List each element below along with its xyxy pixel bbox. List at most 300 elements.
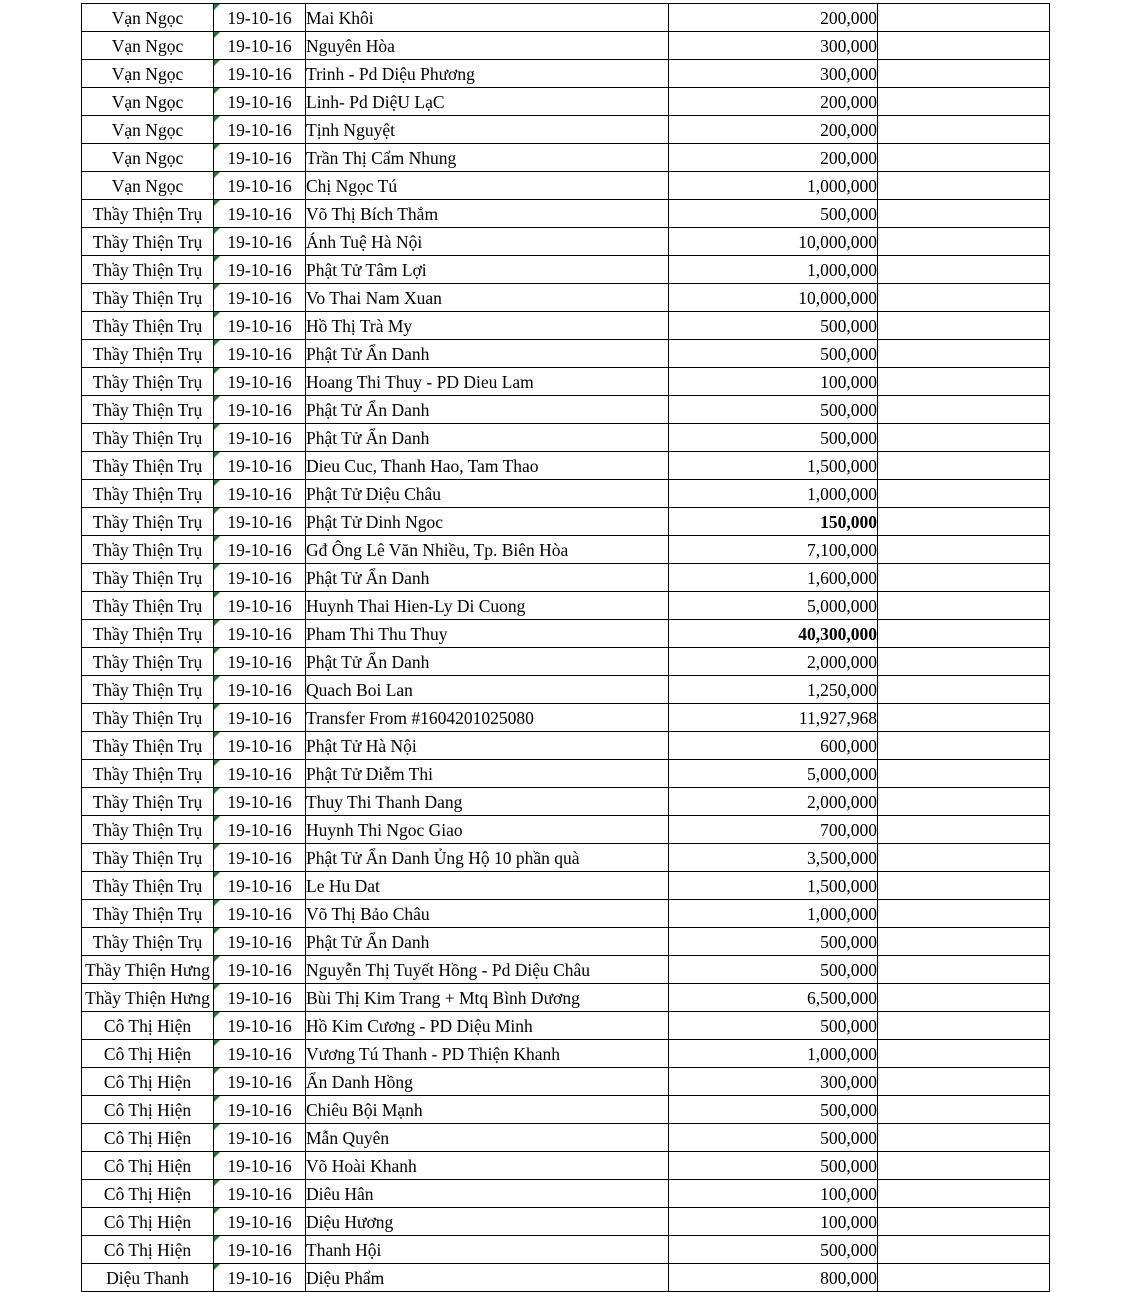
cell-amount[interactable]: 600,000 (669, 732, 878, 760)
cell-empty[interactable] (878, 340, 1050, 368)
cell-date[interactable] (214, 1096, 306, 1124)
table-row (82, 1012, 1050, 1040)
cell-donor[interactable]: Hoang Thi Thuy - PD Dieu Lam (306, 368, 669, 396)
cell-empty[interactable] (878, 900, 1050, 928)
cell-date[interactable] (214, 60, 306, 88)
date-text: 19-10-16 (227, 399, 292, 420)
cell-date[interactable] (214, 704, 306, 732)
cell-date[interactable] (214, 1152, 306, 1180)
error-flag-icon (214, 1236, 220, 1242)
table-row (82, 592, 1050, 620)
table-row (82, 452, 1050, 480)
cell-empty[interactable] (878, 1236, 1050, 1264)
cell-donor[interactable]: Gđ Ông Lê Văn Nhiều, Tp. Biên Hòa (306, 536, 669, 564)
error-flag-icon (214, 788, 220, 794)
cell-amount[interactable]: 100,000 (669, 368, 878, 396)
error-flag-icon (214, 1152, 220, 1158)
date-text: 19-10-16 (227, 231, 292, 252)
cell-empty[interactable] (878, 508, 1050, 536)
error-flag-icon (214, 1012, 220, 1018)
cell-date[interactable] (214, 816, 306, 844)
cell-empty[interactable] (878, 676, 1050, 704)
table-row (82, 200, 1050, 228)
cell-date[interactable] (214, 32, 306, 60)
cell-amount[interactable]: 1,500,000 (669, 872, 878, 900)
cell-donor[interactable]: Phật Tử Ẩn Danh (306, 648, 669, 676)
cell-group[interactable]: Cô Thị Hiện (82, 1124, 214, 1152)
cell-group[interactable]: Thầy Thiện Trụ (82, 256, 214, 284)
cell-date[interactable] (214, 284, 306, 312)
cell-donor[interactable]: Nguyên Hòa (306, 32, 669, 60)
cell-group[interactable]: Thầy Thiện Trụ (82, 928, 214, 956)
cell-amount[interactable]: 1,000,000 (669, 1040, 878, 1068)
error-flag-icon (214, 732, 220, 738)
cell-date[interactable] (214, 480, 306, 508)
cell-group[interactable]: Thầy Thiện Trụ (82, 480, 214, 508)
cell-date[interactable] (214, 536, 306, 564)
table-row (82, 900, 1050, 928)
cell-date[interactable] (214, 312, 306, 340)
cell-donor[interactable]: Mẫn Quyên (306, 1124, 669, 1152)
error-flag-icon (214, 368, 220, 374)
date-text: 19-10-16 (227, 567, 292, 588)
cell-amount[interactable]: 200,000 (669, 144, 878, 172)
table-row (82, 984, 1050, 1012)
cell-donor[interactable]: Chiêu Bội Mạnh (306, 1096, 669, 1124)
error-flag-icon (214, 1096, 220, 1102)
cell-amount[interactable]: 200,000 (669, 116, 878, 144)
cell-donor[interactable]: Phật Tử Hà Nội (306, 732, 669, 760)
cell-empty[interactable] (878, 760, 1050, 788)
cell-empty[interactable] (878, 228, 1050, 256)
cell-group[interactable]: Thầy Thiện Trụ (82, 452, 214, 480)
cell-amount[interactable]: 300,000 (669, 1068, 878, 1096)
cell-donor[interactable]: Thuy Thi Thanh Dang (306, 788, 669, 816)
cell-amount[interactable]: 500,000 (669, 424, 878, 452)
cell-donor[interactable]: Diệu Phẩm (306, 1264, 669, 1292)
cell-donor[interactable]: Võ Thị Bích Thắm (306, 200, 669, 228)
date-text: 19-10-16 (227, 903, 292, 924)
cell-empty[interactable] (878, 396, 1050, 424)
error-flag-icon (214, 508, 220, 514)
cell-amount[interactable]: 2,000,000 (669, 788, 878, 816)
cell-group[interactable]: Thầy Thiện Trụ (82, 816, 214, 844)
cell-empty[interactable] (878, 32, 1050, 60)
cell-date[interactable] (214, 676, 306, 704)
cell-group[interactable]: Cô Thị Hiện (82, 1040, 214, 1068)
cell-empty[interactable] (878, 172, 1050, 200)
error-flag-icon (214, 228, 220, 234)
cell-group[interactable]: Cô Thị Hiện (82, 1208, 214, 1236)
cell-group[interactable]: Thầy Thiện Trụ (82, 732, 214, 760)
cell-group[interactable]: Thầy Thiện Trụ (82, 676, 214, 704)
cell-amount[interactable]: 10,000,000 (669, 228, 878, 256)
cell-empty[interactable] (878, 1208, 1050, 1236)
cell-group[interactable]: Vạn Ngọc (82, 172, 214, 200)
cell-amount[interactable]: 500,000 (669, 396, 878, 424)
cell-donor[interactable]: Thanh Hội (306, 1236, 669, 1264)
cell-empty[interactable] (878, 256, 1050, 284)
cell-date[interactable] (214, 88, 306, 116)
table-row (82, 228, 1050, 256)
cell-group[interactable]: Diệu Thanh (82, 1264, 214, 1292)
cell-empty[interactable] (878, 564, 1050, 592)
cell-donor[interactable]: Chị Ngọc Tú (306, 172, 669, 200)
cell-donor[interactable]: Trần Thị Cẩm Nhung (306, 144, 669, 172)
cell-date[interactable] (214, 424, 306, 452)
error-flag-icon (214, 760, 220, 766)
date-text: 19-10-16 (227, 1043, 292, 1064)
cell-donor[interactable]: Phật Tử Ẩn Danh (306, 424, 669, 452)
cell-date[interactable] (214, 844, 306, 872)
cell-amount[interactable]: 5,000,000 (669, 592, 878, 620)
cell-amount[interactable]: 150,000 (669, 508, 878, 536)
cell-date[interactable] (214, 340, 306, 368)
date-text: 19-10-16 (227, 959, 292, 980)
cell-empty[interactable] (878, 1180, 1050, 1208)
cell-amount[interactable]: 500,000 (669, 1124, 878, 1152)
cell-group[interactable]: Vạn Ngọc (82, 60, 214, 88)
table-row (82, 1040, 1050, 1068)
cell-empty[interactable] (878, 1012, 1050, 1040)
cell-amount[interactable]: 500,000 (669, 340, 878, 368)
cell-donor[interactable]: Linh- Pd DiệU LạC (306, 88, 669, 116)
cell-donor[interactable]: Quach Boi Lan (306, 676, 669, 704)
cell-empty[interactable] (878, 536, 1050, 564)
cell-date[interactable] (214, 956, 306, 984)
cell-group[interactable]: Cô Thị Hiện (82, 1096, 214, 1124)
ledger-body (82, 4, 1050, 1292)
cell-date[interactable] (214, 452, 306, 480)
cell-amount[interactable]: 1,000,000 (669, 256, 878, 284)
cell-group[interactable]: Thầy Thiện Trụ (82, 200, 214, 228)
table-row (82, 284, 1050, 312)
cell-group[interactable]: Vạn Ngọc (82, 116, 214, 144)
cell-date[interactable] (214, 1208, 306, 1236)
cell-donor[interactable]: Le Hu Dat (306, 872, 669, 900)
error-flag-icon (214, 1068, 220, 1074)
table-row (82, 312, 1050, 340)
table-row (82, 1124, 1050, 1152)
table-row (82, 816, 1050, 844)
cell-empty[interactable] (878, 956, 1050, 984)
cell-date[interactable] (214, 564, 306, 592)
cell-amount[interactable]: 40,300,000 (669, 620, 878, 648)
cell-amount[interactable]: 100,000 (669, 1208, 878, 1236)
cell-empty[interactable] (878, 116, 1050, 144)
cell-amount[interactable]: 5,000,000 (669, 760, 878, 788)
date-text: 19-10-16 (227, 259, 292, 280)
cell-donor[interactable]: Diệu Hương (306, 1208, 669, 1236)
cell-group[interactable]: Thầy Thiện Trụ (82, 228, 214, 256)
error-flag-icon (214, 872, 220, 878)
cell-donor[interactable]: Trinh - Pd Diệu Phương (306, 60, 669, 88)
error-flag-icon (214, 620, 220, 626)
cell-empty[interactable] (878, 1040, 1050, 1068)
cell-empty[interactable] (878, 648, 1050, 676)
cell-empty[interactable] (878, 984, 1050, 1012)
cell-amount[interactable]: 500,000 (669, 1012, 878, 1040)
error-flag-icon (214, 592, 220, 598)
error-flag-icon (214, 396, 220, 402)
date-text: 19-10-16 (227, 707, 292, 728)
cell-empty[interactable] (878, 620, 1050, 648)
error-flag-icon (214, 200, 220, 206)
cell-date[interactable] (214, 1180, 306, 1208)
cell-amount[interactable]: 3,500,000 (669, 844, 878, 872)
cell-group[interactable]: Thầy Thiện Trụ (82, 844, 214, 872)
cell-amount[interactable]: 6,500,000 (669, 984, 878, 1012)
cell-date[interactable] (214, 732, 306, 760)
cell-date[interactable] (214, 1264, 306, 1292)
cell-group[interactable]: Thầy Thiện Trụ (82, 340, 214, 368)
cell-donor[interactable]: Hồ Kim Cương - PD Diệu Minh (306, 1012, 669, 1040)
date-text: 19-10-16 (227, 287, 292, 308)
cell-empty[interactable] (878, 816, 1050, 844)
date-text: 19-10-16 (227, 175, 292, 196)
cell-amount[interactable]: 500,000 (669, 200, 878, 228)
cell-empty[interactable] (878, 1152, 1050, 1180)
error-flag-icon (214, 424, 220, 430)
cell-date[interactable] (214, 648, 306, 676)
error-flag-icon (214, 984, 220, 990)
cell-empty[interactable] (878, 1068, 1050, 1096)
cell-date[interactable] (214, 1124, 306, 1152)
cell-date[interactable] (214, 508, 306, 536)
cell-donor[interactable]: Tịnh Nguyệt (306, 116, 669, 144)
cell-amount[interactable]: 300,000 (669, 32, 878, 60)
cell-donor[interactable]: Dieu Cuc, Thanh Hao, Tam Thao (306, 452, 669, 480)
cell-amount[interactable]: 500,000 (669, 956, 878, 984)
cell-amount[interactable]: 1,000,000 (669, 172, 878, 200)
cell-empty[interactable] (878, 4, 1050, 32)
cell-date[interactable] (214, 256, 306, 284)
cell-donor[interactable]: Mai Khôi (306, 4, 669, 32)
date-text: 19-10-16 (227, 1211, 292, 1232)
cell-empty[interactable] (878, 452, 1050, 480)
cell-empty[interactable] (878, 788, 1050, 816)
error-flag-icon (214, 1040, 220, 1046)
cell-donor[interactable]: Phật Tử Ẩn Danh (306, 564, 669, 592)
cell-amount[interactable]: 500,000 (669, 312, 878, 340)
cell-amount[interactable]: 1,000,000 (669, 900, 878, 928)
cell-date[interactable] (214, 620, 306, 648)
cell-donor[interactable]: Phật Tử Diễm Thi (306, 760, 669, 788)
cell-donor[interactable]: Ẩn Danh Hồng (306, 1068, 669, 1096)
table-row (82, 760, 1050, 788)
cell-date[interactable] (214, 228, 306, 256)
cell-date[interactable] (214, 116, 306, 144)
cell-amount[interactable]: 500,000 (669, 1152, 878, 1180)
cell-amount[interactable]: 200,000 (669, 88, 878, 116)
cell-group[interactable]: Thầy Thiện Trụ (82, 396, 214, 424)
cell-group[interactable]: Cô Thị Hiện (82, 1152, 214, 1180)
cell-date[interactable] (214, 4, 306, 32)
cell-empty[interactable] (878, 144, 1050, 172)
cell-amount[interactable]: 500,000 (669, 928, 878, 956)
error-flag-icon (214, 816, 220, 822)
date-text: 19-10-16 (227, 1099, 292, 1120)
cell-empty[interactable] (878, 592, 1050, 620)
cell-date[interactable] (214, 144, 306, 172)
date-text: 19-10-16 (227, 595, 292, 616)
error-flag-icon (214, 956, 220, 962)
cell-group[interactable]: Thầy Thiện Trụ (82, 368, 214, 396)
cell-amount[interactable]: 11,927,968 (669, 704, 878, 732)
cell-donor[interactable]: Phật Tử Diệu Châu (306, 480, 669, 508)
cell-donor[interactable]: Huynh Thi Ngoc Giao (306, 816, 669, 844)
cell-amount[interactable]: 1,600,000 (669, 564, 878, 592)
cell-date[interactable] (214, 760, 306, 788)
cell-amount[interactable]: 10,000,000 (669, 284, 878, 312)
error-flag-icon (214, 1124, 220, 1130)
error-flag-icon (214, 60, 220, 66)
cell-empty[interactable] (878, 480, 1050, 508)
cell-amount[interactable]: 500,000 (669, 1096, 878, 1124)
date-text: 19-10-16 (227, 1239, 292, 1260)
cell-date[interactable] (214, 396, 306, 424)
cell-empty[interactable] (878, 368, 1050, 396)
cell-group[interactable]: Cô Thị Hiện (82, 1068, 214, 1096)
cell-empty[interactable] (878, 1096, 1050, 1124)
cell-amount[interactable]: 1,500,000 (669, 452, 878, 480)
cell-donor[interactable]: Huynh Thai Hien-Ly Di Cuong (306, 592, 669, 620)
cell-date[interactable] (214, 788, 306, 816)
cell-amount[interactable]: 1,250,000 (669, 676, 878, 704)
cell-amount[interactable]: 1,000,000 (669, 480, 878, 508)
cell-empty[interactable] (878, 424, 1050, 452)
cell-empty[interactable] (878, 872, 1050, 900)
cell-donor[interactable]: Vương Tú Thanh - PD Thiện Khanh (306, 1040, 669, 1068)
cell-date[interactable] (214, 1068, 306, 1096)
cell-donor[interactable]: Phật Tử Ẩn Danh (306, 396, 669, 424)
cell-group[interactable]: Thầy Thiện Trụ (82, 872, 214, 900)
cell-empty[interactable] (878, 1124, 1050, 1152)
cell-donor[interactable]: Phật Tử Ẩn Danh (306, 340, 669, 368)
cell-group[interactable]: Thầy Thiện Trụ (82, 284, 214, 312)
error-flag-icon (214, 648, 220, 654)
cell-group[interactable]: Cô Thị Hiện (82, 1012, 214, 1040)
cell-group[interactable]: Thầy Thiện Trụ (82, 508, 214, 536)
cell-empty[interactable] (878, 1264, 1050, 1292)
cell-empty[interactable] (878, 284, 1050, 312)
table-row (82, 256, 1050, 284)
cell-group[interactable]: Thầy Thiện Trụ (82, 564, 214, 592)
cell-donor[interactable]: Võ Thị Bảo Châu (306, 900, 669, 928)
cell-empty[interactable] (878, 88, 1050, 116)
cell-group[interactable]: Vạn Ngọc (82, 88, 214, 116)
date-text: 19-10-16 (227, 847, 292, 868)
error-flag-icon (214, 256, 220, 262)
cell-amount[interactable]: 300,000 (669, 60, 878, 88)
cell-donor[interactable]: Phật Tử Dinh Ngoc (306, 508, 669, 536)
date-text: 19-10-16 (227, 1183, 292, 1204)
table-row (82, 116, 1050, 144)
cell-group[interactable]: Thầy Thiện Trụ (82, 536, 214, 564)
cell-empty[interactable] (878, 60, 1050, 88)
table-row (82, 60, 1050, 88)
cell-group[interactable]: Thầy Thiện Trụ (82, 704, 214, 732)
cell-donor[interactable]: Vo Thai Nam Xuan (306, 284, 669, 312)
cell-donor[interactable]: Phật Tử Ẩn Danh (306, 928, 669, 956)
cell-group[interactable]: Thầy Thiện Trụ (82, 788, 214, 816)
cell-group[interactable]: Cô Thị Hiện (82, 1180, 214, 1208)
cell-empty[interactable] (878, 200, 1050, 228)
cell-date[interactable] (214, 1040, 306, 1068)
cell-donor[interactable]: Pham Thi Thu Thuy (306, 620, 669, 648)
cell-group[interactable]: Thầy Thiện Trụ (82, 760, 214, 788)
cell-donor[interactable]: Transfer From #1604201025080 (306, 704, 669, 732)
cell-date[interactable] (214, 900, 306, 928)
cell-amount[interactable]: 200,000 (669, 4, 878, 32)
date-text: 19-10-16 (227, 1155, 292, 1176)
cell-empty[interactable] (878, 732, 1050, 760)
cell-group[interactable]: Thầy Thiện Trụ (82, 592, 214, 620)
cell-group[interactable]: Vạn Ngọc (82, 4, 214, 32)
cell-donor[interactable]: Ánh Tuệ Hà Nội (306, 228, 669, 256)
cell-date[interactable] (214, 1012, 306, 1040)
date-text: 19-10-16 (227, 763, 292, 784)
cell-date[interactable] (214, 200, 306, 228)
cell-group[interactable]: Vạn Ngọc (82, 32, 214, 60)
cell-amount[interactable]: 2,000,000 (669, 648, 878, 676)
cell-donor[interactable]: Phật Tử Ẩn Danh Ủng Hộ 10 phần quà (306, 844, 669, 872)
cell-donor[interactable]: Phật Tử Tâm Lợi (306, 256, 669, 284)
cell-group[interactable]: Thầy Thiện Hưng (82, 984, 214, 1012)
cell-group[interactable]: Cô Thị Hiện (82, 1236, 214, 1264)
cell-date[interactable] (214, 872, 306, 900)
cell-donor[interactable]: Hồ Thị Trà My (306, 312, 669, 340)
cell-date[interactable] (214, 984, 306, 1012)
table-row (82, 508, 1050, 536)
table-row (82, 536, 1050, 564)
cell-group[interactable]: Thầy Thiện Trụ (82, 424, 214, 452)
cell-donor[interactable]: Diêu Hân (306, 1180, 669, 1208)
cell-empty[interactable] (878, 928, 1050, 956)
cell-date[interactable] (214, 928, 306, 956)
cell-group[interactable]: Thầy Thiện Hưng (82, 956, 214, 984)
date-text: 19-10-16 (227, 1071, 292, 1092)
cell-amount[interactable]: 500,000 (669, 1236, 878, 1264)
error-flag-icon (214, 1208, 220, 1214)
error-flag-icon (214, 1264, 220, 1270)
table-row (82, 620, 1050, 648)
cell-amount[interactable]: 800,000 (669, 1264, 878, 1292)
cell-date[interactable] (214, 592, 306, 620)
cell-donor[interactable]: Bùi Thị Kim Trang + Mtq Bình Dương (306, 984, 669, 1012)
date-text: 19-10-16 (227, 315, 292, 336)
cell-empty[interactable] (878, 312, 1050, 340)
cell-amount[interactable]: 700,000 (669, 816, 878, 844)
cell-date[interactable] (214, 1236, 306, 1264)
cell-donor[interactable]: Võ Hoài Khanh (306, 1152, 669, 1180)
table-row (82, 1236, 1050, 1264)
cell-group[interactable]: Thầy Thiện Trụ (82, 312, 214, 340)
cell-date[interactable] (214, 172, 306, 200)
cell-empty[interactable] (878, 844, 1050, 872)
donation-table (81, 3, 1050, 1292)
cell-group[interactable]: Thầy Thiện Trụ (82, 648, 214, 676)
cell-empty[interactable] (878, 704, 1050, 732)
table-row (82, 648, 1050, 676)
cell-group[interactable]: Thầy Thiện Trụ (82, 620, 214, 648)
cell-date[interactable] (214, 368, 306, 396)
cell-amount[interactable]: 7,100,000 (669, 536, 878, 564)
cell-group[interactable]: Vạn Ngọc (82, 144, 214, 172)
cell-amount[interactable]: 100,000 (669, 1180, 878, 1208)
cell-donor[interactable]: Nguyễn Thị Tuyết Hồng - Pd Diệu Châu (306, 956, 669, 984)
cell-group[interactable]: Thầy Thiện Trụ (82, 900, 214, 928)
